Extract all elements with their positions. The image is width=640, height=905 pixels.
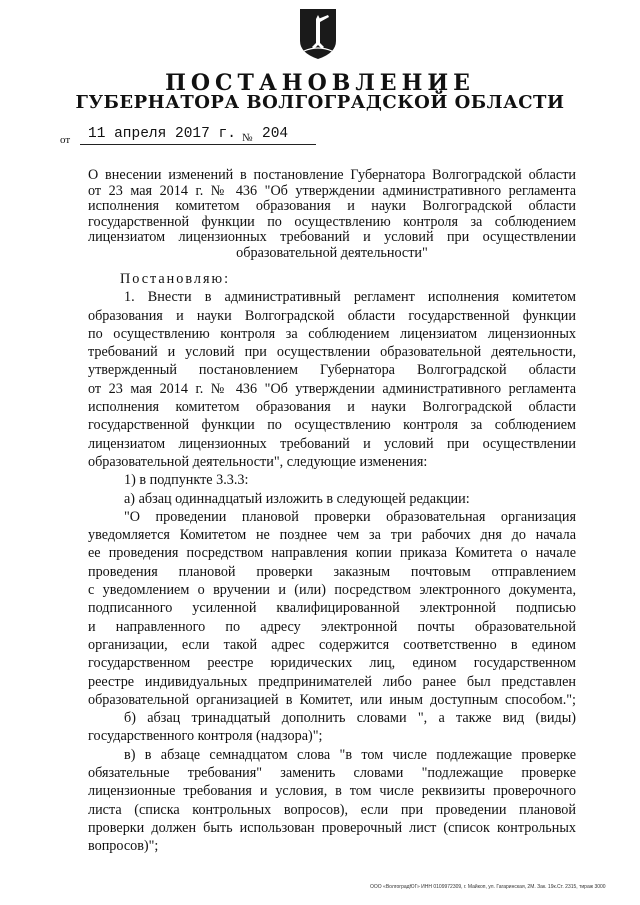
coat-of-arms-icon [298,7,338,61]
body-line: от 23 мая 2014 г. № 436 "Об утверждении административного регламента [88,380,576,397]
document-title: ПОСТАНОВЛЕНИЕ [165,70,475,96]
document-subtitle: ГУБЕРНАТОРА ВОЛГОГРАДСКОЙ ОБЛАСТИ [75,92,565,113]
body-line: листа (списка контрольных вопросов), если при проведении плановой [88,801,576,818]
body-line: "О проведении плановой проверки образовательная организация [124,508,576,525]
body-line: реестре индивидуальных предпринимателей либо ранее был представлен [88,673,576,690]
body-line: образовательной деятельности", следующие изменения: [88,453,428,470]
body-line: требований и условий при осуществлении образовательной деятельности, [88,344,576,361]
body-line: 1) в подпункте 3.3.3: [124,472,249,489]
body-line: уведомляется Комитетом не позднее чем за три рабочих дня до начала [88,527,576,544]
subject-line: государственной функции по осуществлению контроля за соблюдением [88,213,576,230]
document-subject [88,168,576,262]
number-underline [256,144,316,145]
body-line: и направленного по адресу электронной почты образовательной [88,618,576,635]
body-line: лицензиатом лицензионных требований и условий при осуществлении [88,435,576,452]
body-line: государственного контроля (надзора)"; [88,728,323,745]
body-line: с уведомлением о вручении и (или) посредством электронного документа, [88,582,576,599]
body-line: Постановляю: [120,271,231,287]
body-line: утвержденный постановлением Губернатора Волгоградской области [88,362,576,379]
body-line: обязательные требования" заменить словами "подлежащие проверке [88,765,576,782]
body-line: а) абзац одиннадцатый изложить в следующей редакции: [124,490,470,507]
body-line: проверки должен быть использован проверочный лист (список контрольных [88,819,576,836]
body-line: б) абзац тринадцатый дополнить словами ", а также вид (виды) [124,710,576,727]
body-line: организации, если такой адрес содержится соответственно в едином [88,636,576,653]
subject-line: исполнения комитетом образования и науки Волгоградской области [88,198,576,215]
body-line: подписанного усиленной квалифицированной электронной подписью [88,600,576,617]
body-line: образовательной организацией в Комитет, или иным доступным способом."; [88,691,576,708]
body-line: государственной функции по осуществлению контроля за соблюдением [88,417,576,434]
document-body [88,270,576,856]
number-prefix: № [242,132,253,144]
printer-imprint: ООО «ВолгоградЮГ» ИНН 0109972309, г. Майкоп, ул. Гагаринская, 2М. Зак. 19к.Ст. 2315, тираж 3000 [370,884,606,890]
body-line: лицензионные требования и условия, в том числе реквизиты проверочного [88,783,576,800]
subject-line: от 23 мая 2014 г. № 436 "Об утверждении административного регламента [88,182,576,199]
body-line: по осуществлению контроля за соблюдением лицензиатом лицензионных [88,325,576,342]
subject-line: О внесении изменений в постановление Губернатора Волгоградской области [88,167,576,183]
body-line: государственном реестре юридических лиц, едином государственном [88,655,576,672]
document-date: 11 апреля 2017 г. [88,126,236,142]
body-line: образования и науки Волгоградской области государственной функции [88,307,576,324]
date-prefix: от [60,134,71,146]
body-line: ее проведения посредством направления копии приказа Комитета о начале [88,545,576,562]
body-line: вопросов)"; [88,838,159,855]
subject-line: образовательной деятельности" [236,244,428,261]
document-number: 204 [262,126,289,142]
body-line: в) в абзаце семнадцатом слова "в том числе подлежащие проверке [124,746,576,763]
body-line: исполнения комитетом образования и науки Волгоградской области [88,399,576,416]
body-line: проведения плановой проверки заказным почтовым отправлением [88,563,576,580]
subject-line: лицензиатом лицензионных требований и условий при осуществлении [88,229,576,246]
body-line: 1. Внести в административный регламент исполнения комитетом [124,289,576,306]
